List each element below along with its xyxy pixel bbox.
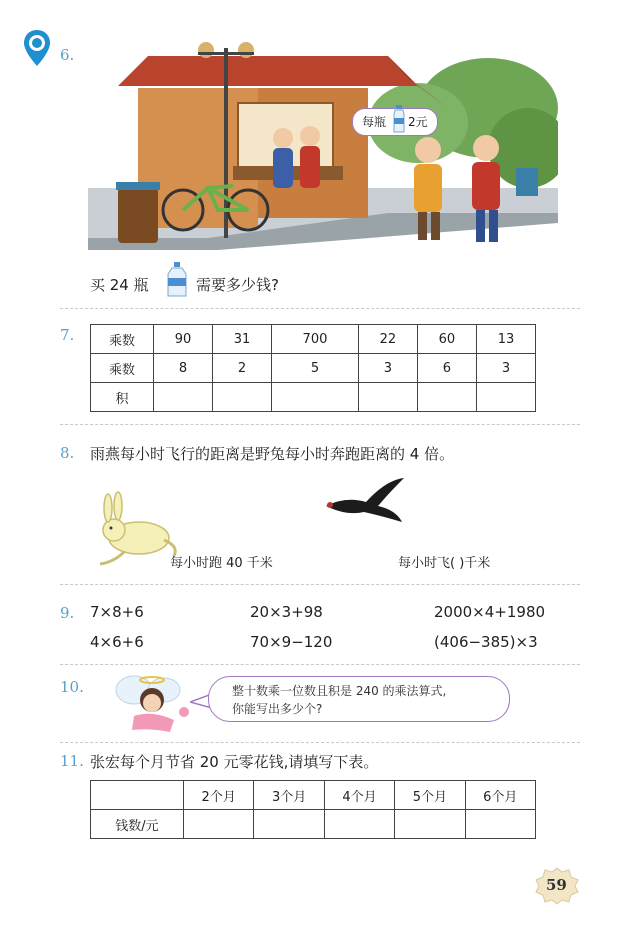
section-divider: [60, 664, 580, 665]
section-divider: [60, 742, 580, 743]
expression: 20×3+98: [250, 603, 323, 621]
price-sign-prefix: 每瓶: [362, 115, 387, 129]
row-label: 积: [91, 383, 154, 412]
table-cell: 6: [417, 354, 476, 383]
water-bottle-icon: [160, 260, 194, 300]
table-cell: 90: [154, 325, 213, 354]
table-row: [91, 781, 536, 810]
rabbit-caption: 每小时跑 40 千米: [170, 556, 273, 571]
multiplication-table: [90, 324, 536, 412]
table-header: 2个月: [184, 781, 254, 810]
swift-caption: 每小时飞( )千米: [398, 556, 491, 571]
kiosk-scene-illustration: [88, 38, 558, 268]
section-divider: [60, 308, 580, 309]
table-row: [91, 810, 536, 839]
table-header: [91, 781, 184, 810]
question-11-number: 11.: [60, 752, 84, 770]
page-number: 59: [546, 876, 567, 894]
table-cell: 31: [213, 325, 272, 354]
answer-cell[interactable]: [395, 810, 465, 839]
bubble-line-2: 你能写出多少个?: [232, 702, 323, 716]
table-cell: 60: [417, 325, 476, 354]
question-8-number: 8.: [60, 444, 75, 462]
question-6-number: 6.: [60, 46, 75, 64]
bubble-line-1: 整十数乘一位数且积是 240 的乘法算式,: [232, 684, 447, 698]
question-11-text: 张宏每个月节省 20 元零花钱,请填写下表。: [90, 753, 379, 771]
answer-cell[interactable]: [272, 383, 359, 412]
question-6-prefix: 买 24 瓶: [90, 276, 149, 294]
table-cell: 3: [358, 354, 417, 383]
expression: (406−385)×3: [434, 633, 538, 651]
answer-cell[interactable]: [476, 383, 535, 412]
fairy-girl-illustration: [104, 672, 200, 738]
section-divider: [60, 584, 580, 585]
table-header: 3个月: [254, 781, 324, 810]
row-label: 乘数: [91, 354, 154, 383]
answer-cell[interactable]: [358, 383, 417, 412]
expression: 70×9−120: [250, 633, 333, 651]
expression: 7×8+6: [90, 603, 144, 621]
table-cell: 22: [358, 325, 417, 354]
table-cell: 8: [154, 354, 213, 383]
table-row: [91, 354, 536, 383]
table-header: 5个月: [395, 781, 465, 810]
question-6-suffix: 需要多少钱?: [196, 276, 279, 294]
answer-cell[interactable]: [465, 810, 535, 839]
row-label: 乘数: [91, 325, 154, 354]
table-cell: 700: [272, 325, 359, 354]
question-7-number: 7.: [60, 326, 75, 344]
answer-cell[interactable]: [417, 383, 476, 412]
swift-bird-illustration: [316, 476, 406, 526]
table-cell: 13: [476, 325, 535, 354]
expression: 2000×4+1980: [434, 603, 546, 621]
rabbit-illustration: [84, 490, 184, 570]
location-pin-icon: [22, 28, 52, 68]
table-header: 4个月: [324, 781, 394, 810]
table-row: [91, 383, 536, 412]
table-cell: 3: [476, 354, 535, 383]
table-cell: 5: [272, 354, 359, 383]
answer-cell[interactable]: [184, 810, 254, 839]
table-cell: 2: [213, 354, 272, 383]
price-sign-suffix: 2元: [408, 115, 428, 129]
answer-cell[interactable]: [213, 383, 272, 412]
section-divider: [60, 424, 580, 425]
row-label: 钱数/元: [91, 810, 184, 839]
answer-cell[interactable]: [254, 810, 324, 839]
answer-cell[interactable]: [154, 383, 213, 412]
question-10-number: 10.: [60, 678, 84, 696]
water-bottle-icon: [392, 104, 406, 134]
expression: 4×6+6: [90, 633, 144, 651]
table-row: [91, 325, 536, 354]
answer-cell[interactable]: [324, 810, 394, 839]
question-9-number: 9.: [60, 604, 75, 622]
table-header: 6个月: [465, 781, 535, 810]
question-8-text: 雨燕每小时飞行的距离是野兔每小时奔跑距离的 4 倍。: [90, 445, 455, 463]
savings-table: [90, 780, 536, 839]
